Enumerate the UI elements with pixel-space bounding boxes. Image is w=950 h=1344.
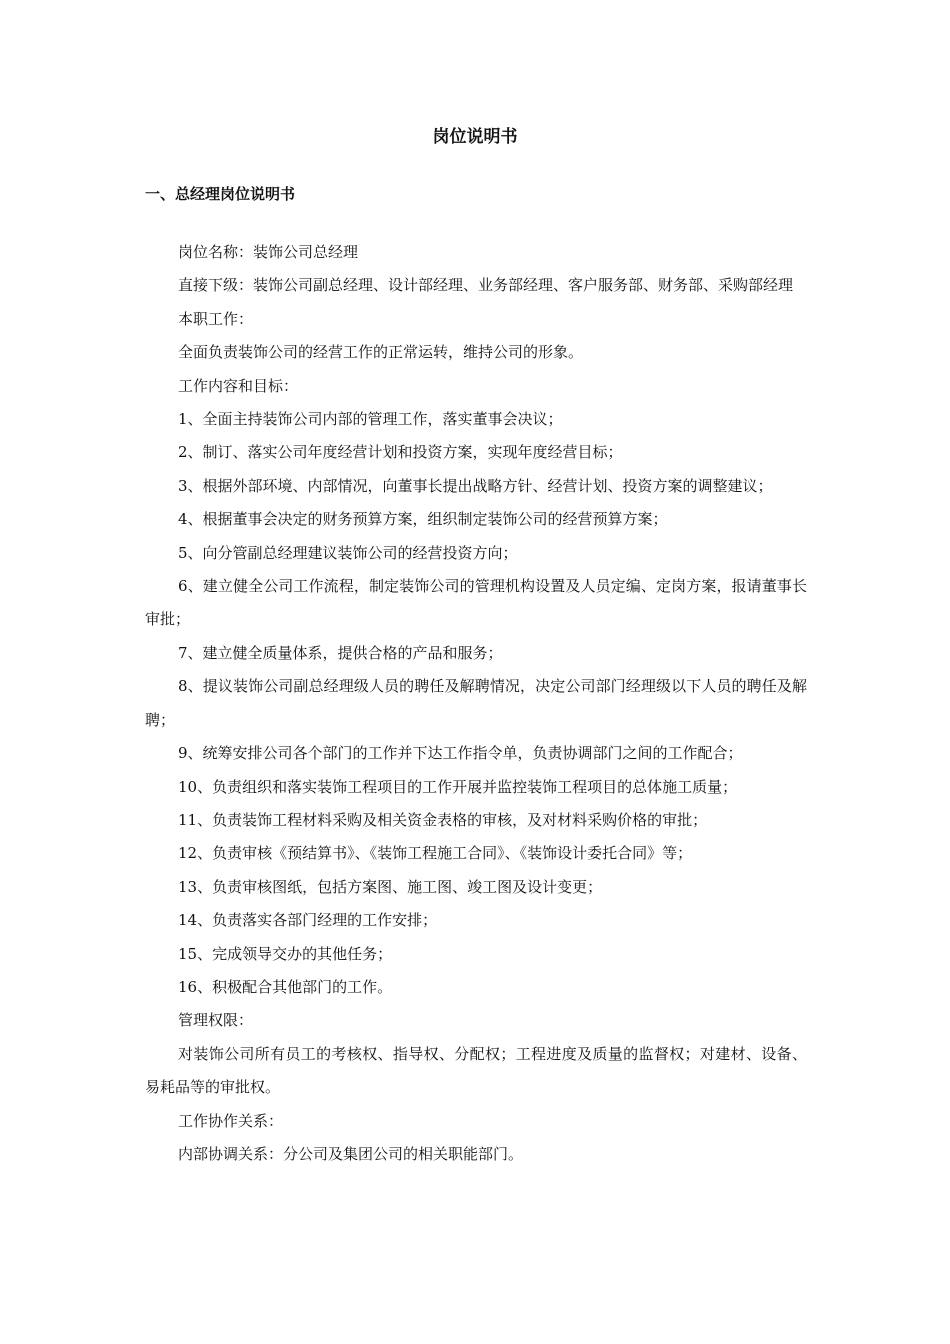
section-heading: 一、总经理岗位说明书 <box>145 185 296 203</box>
task-item-13: 13、负责审核图纸，包括方案图、施工图、竣工图及设计变更； <box>178 877 603 896</box>
document-title: 岗位说明书 <box>432 127 518 147</box>
paragraph-direct-reports: 直接下级：装饰公司副总经理、设计部经理、业务部经理、客户服务部、财务部、采购部经理 <box>178 276 794 295</box>
paragraph-internal-relations: 内部协调关系：分公司及集团公司的相关职能部门。 <box>178 1144 524 1163</box>
task-item-12: 12、负责审核《预结算书》、《装饰工程施工合同》、《装饰设计委托合同》等； <box>178 844 693 863</box>
task-item-7: 7、建立健全质量体系，提供合格的产品和服务； <box>178 643 503 662</box>
paragraph-main-duty: 全面负责装饰公司的经营工作的正常运转，维持公司的形象。 <box>178 343 584 362</box>
paragraph-tasks-label: 工作内容和目标： <box>178 376 299 395</box>
paragraph-cooperation-label: 工作协作关系： <box>178 1111 284 1130</box>
paragraph-position-name: 岗位名称：装饰公司总经理 <box>178 243 359 261</box>
task-item-5: 5、向分管副总经理建议装饰公司的经营投资方向； <box>178 543 518 562</box>
task-item-4: 4、根据董事会决定的财务预算方案，组织制定装饰公司的经营预算方案； <box>178 510 668 529</box>
task-item-15: 15、完成领导交办的其他任务； <box>178 944 393 963</box>
task-item-11: 11、负责装饰工程材料采购及相关资金表格的审核，及对材料采购价格的审批； <box>178 810 708 829</box>
paragraph-main-duty-label: 本职工作： <box>178 309 254 328</box>
document-body <box>145 236 807 1171</box>
task-item-6: 6、建立健全公司工作流程，制定装饰公司的管理机构设置及人员定编、定岗方案，报请董事长审批； <box>145 577 807 629</box>
task-item-2: 2、制订、落实公司年度经营计划和投资方案，实现年度经营目标； <box>178 443 623 462</box>
task-item-9: 9、统筹安排公司各个部门的工作并下达工作指令单，负责协调部门之间的工作配合； <box>178 744 743 763</box>
task-item-10: 10、负责组织和落实装饰工程项目的工作开展并监控装饰工程项目的总体施工质量； <box>178 777 738 796</box>
task-item-16: 16、积极配合其他部门的工作。 <box>178 977 393 996</box>
paragraph-authority-label: 管理权限： <box>178 1011 254 1030</box>
task-item-14: 14、负责落实各部门经理的工作安排； <box>178 911 438 930</box>
paragraph-authority: 对装饰公司所有员工的考核权、指导权、分配权；工程进度及质量的监督权；对建材、设备、易耗品等的审批权。 <box>145 1044 807 1097</box>
task-item-1: 1、全面主持装饰公司内部的管理工作，落实董事会决议； <box>178 410 563 429</box>
task-item-3: 3、根据外部环境、内部情况，向董事长提出战略方针、经营计划、投资方案的调整建议； <box>178 476 773 495</box>
task-item-8: 8、提议装饰公司副总经理级人员的聘任及解聘情况，决定公司部门经理级以下人员的聘任及解聘； <box>145 677 807 729</box>
